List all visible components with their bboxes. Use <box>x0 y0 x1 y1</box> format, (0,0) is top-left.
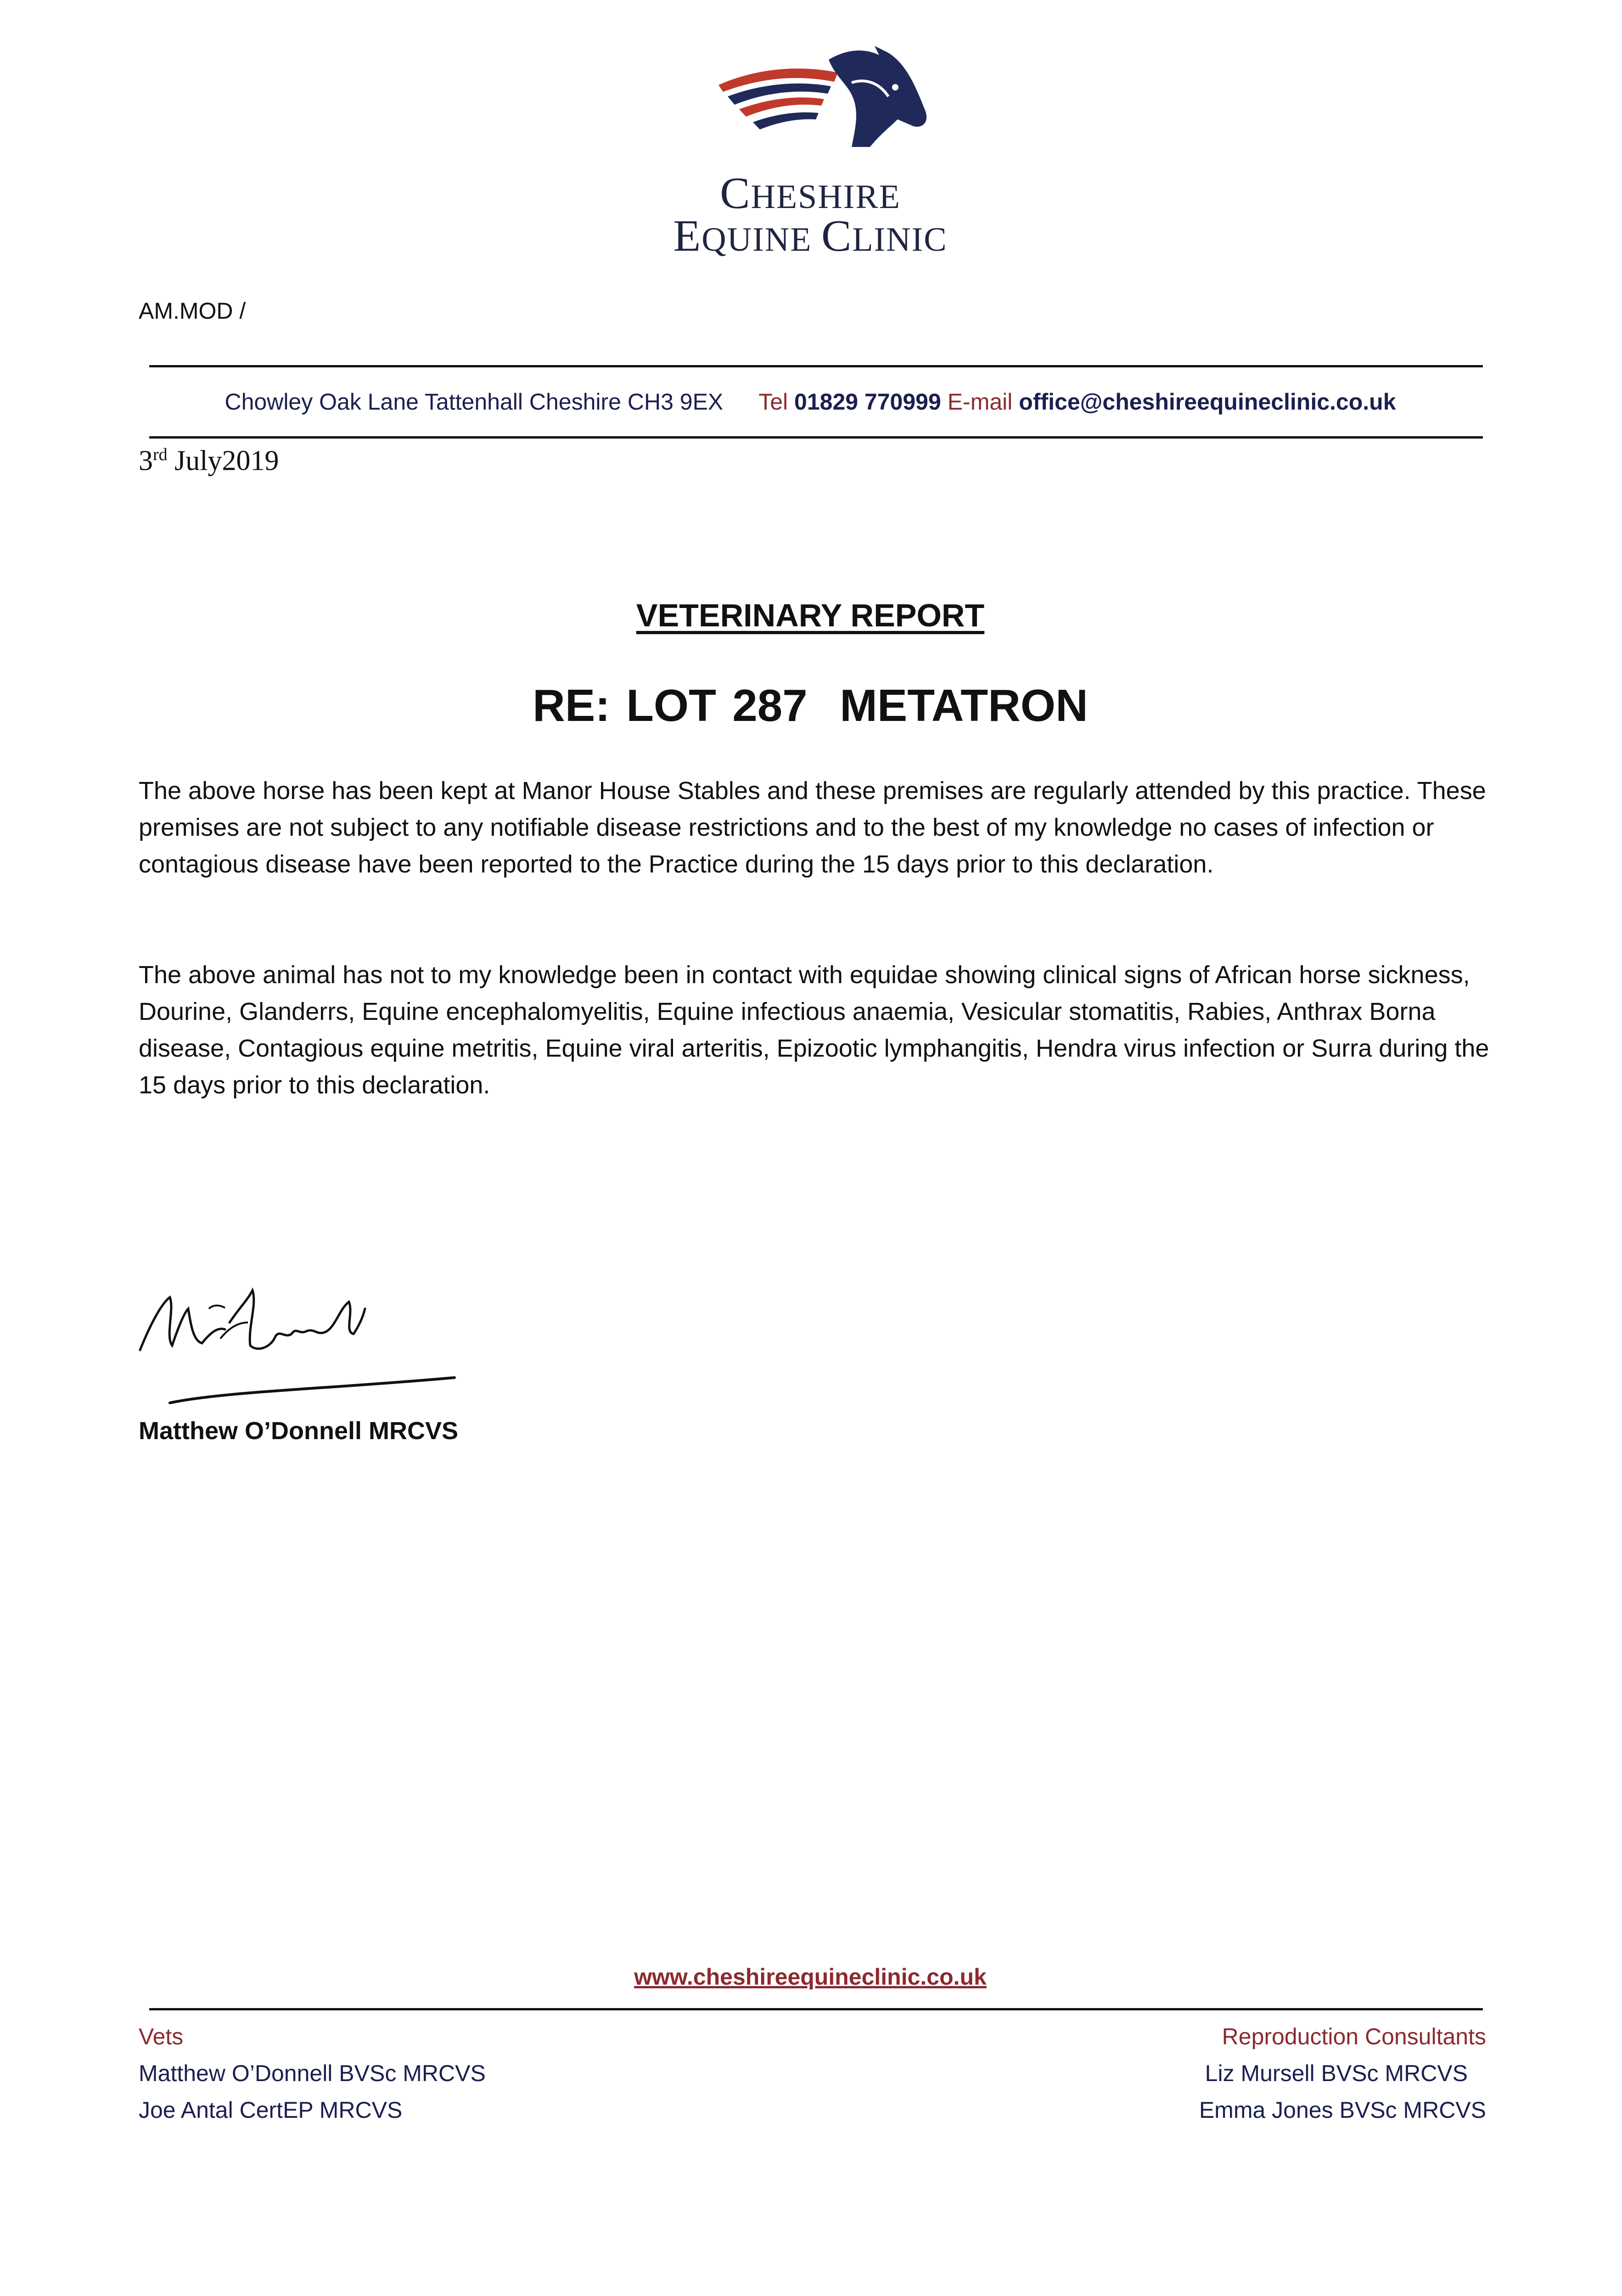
contact-line <box>138 388 1483 415</box>
footer-rule <box>149 2008 1483 2010</box>
vets-label: Vets <box>139 2024 184 2049</box>
footer-repro <box>1199 2018 1486 2128</box>
report-heading: VETERINARY REPORT <box>636 597 985 633</box>
header-rule-top <box>149 365 1483 367</box>
letter-date: 3rd July2019 <box>139 445 279 477</box>
brand-name-line2: EQUINE CLINIC <box>673 211 948 261</box>
website-link[interactable]: www.cheshireequineclinic.co.uk <box>634 1964 987 1990</box>
paragraph-premises: The above horse has been kept at Manor House Stables and these premises are regularly attended by this practice. These premises are not subject to any notifiable disease restrictions and to the best of my knowledge no cases of infection or contagious disease have been reported to the Practice during the 15 days prior to this declaration. <box>139 777 1486 878</box>
signer-name: Matthew O’Donnell MRCVS <box>139 1417 459 1445</box>
brand-rest: HESHIRE <box>751 178 901 216</box>
email-label: E-mail <box>947 389 1013 415</box>
repro-label: Reproduction Consultants <box>1222 2024 1486 2049</box>
tel-label: Tel <box>758 389 788 415</box>
signature-image <box>133 1254 482 1419</box>
clinic-logo-horse-icon <box>714 32 934 165</box>
header-rule-bottom <box>149 436 1483 439</box>
vet-name: Joe Antal CertEP MRCVS <box>139 2097 403 2123</box>
consultant-name: Emma Jones BVSc MRCVS <box>1199 2097 1486 2123</box>
vet-name: Matthew O’Donnell BVSc MRCVS <box>139 2060 486 2086</box>
address: Chowley Oak Lane Tattenhall Cheshire CH3 9EX <box>224 389 724 415</box>
email-address[interactable]: office@cheshireequineclinic.co.uk <box>1019 389 1396 415</box>
reference: AM.MOD / <box>139 298 246 324</box>
paragraph-contact: The above animal has not to my knowledge been in contact with equidae showing clinical signs of African horse sickness, Dourine, Glanderrs, Equine encephalomyelitis, Equine infectious anaemia, Vesicular stomatitis, Rabies, Anthrax Borna disease, Contagious equine metritis, Equine viral arteritis, Epizootic lymphangitis, Hendra virus infection or Surra during the 15 days prior to this declaration. <box>139 961 1489 1099</box>
report-subject: RE: LOT 287 METATRON <box>533 680 1088 731</box>
footer-vets <box>139 2018 486 2128</box>
tel-number: 01829 770999 <box>794 389 941 415</box>
brand-initial: C <box>720 169 751 218</box>
consultant-name: Liz Mursell BVSc MRCVS <box>1205 2060 1468 2086</box>
